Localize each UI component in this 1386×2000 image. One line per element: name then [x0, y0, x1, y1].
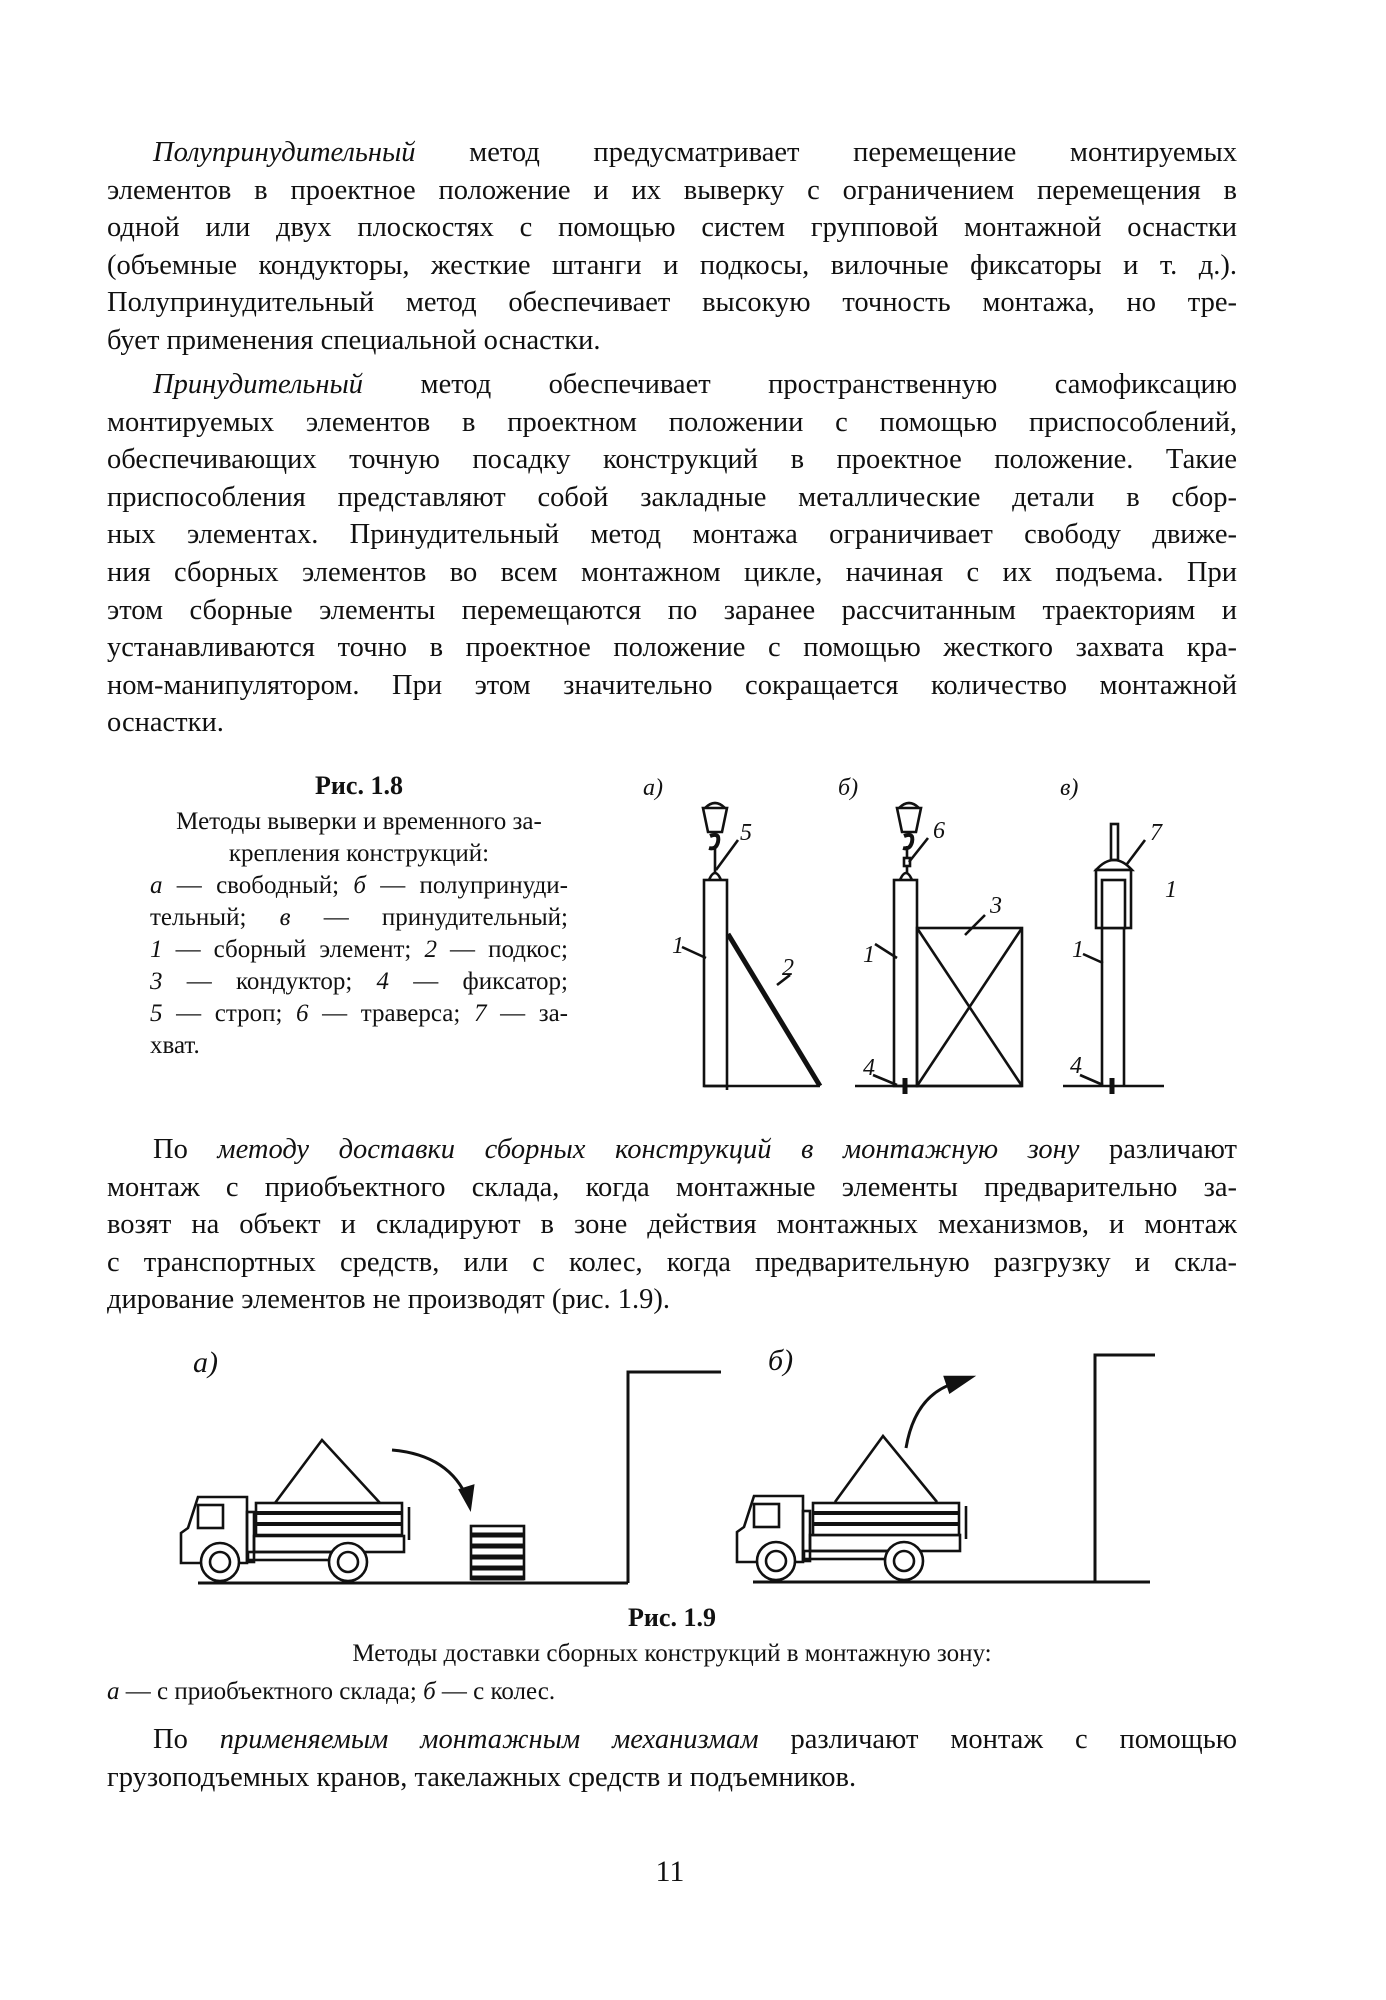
figure-1-9-drawing: [181, 1355, 1155, 1583]
text-line: монтируемых элементов в проектном положении с помощью приспособлений,: [107, 406, 1237, 438]
fig-1-8-label-1a: 1: [672, 933, 684, 959]
legend-line: а — свободный; б — полупринуди-: [150, 872, 568, 899]
text-line: По применяемым монтажным механизмам различают монтаж с помощью: [153, 1724, 1237, 1755]
caption-line: крепления конструкций:: [228, 840, 490, 867]
figure-1-9-legend: а — с приобъектного склада; б — с колес.: [107, 1678, 556, 1705]
legend-line: 3 — кондуктор; 4 — фиксатор;: [150, 968, 568, 995]
figure-1-9-panel-a: [181, 1372, 721, 1583]
figure-1-9-labels: [193, 1344, 793, 1379]
fig-1-8-label-6: 6: [933, 818, 945, 844]
fig-1-8-label-2: 2: [782, 955, 794, 981]
text-line: ном-манипулятором. При этом значительно сокращается количество монтажной: [107, 669, 1237, 701]
legend-line: тельный; в — принудительный;: [150, 904, 568, 931]
text-line: элементов в проектное положение и их выверку с ограничением перемещения в: [107, 174, 1237, 206]
fig-1-8-label-4b: 4: [863, 1055, 875, 1081]
text-line: этом сборные элементы перемещаются по заранее рассчитанным траекториям и: [107, 594, 1237, 626]
text-line: приспособления представляют собой закладные металлические детали в сбор-: [107, 481, 1237, 513]
text-line: Полупринудительный метод обеспечивает высокую точность монтажа, но тре-: [107, 287, 1237, 319]
fig-1-9-label-a: а): [193, 1346, 218, 1379]
text-line: Полупринудительный метод предусматривает перемещение монтируемых: [153, 137, 1237, 168]
legend-line: хват.: [150, 1032, 200, 1059]
fig-1-8-label-c: в): [1060, 775, 1079, 801]
fig-1-8-label-1b: 1: [863, 942, 875, 968]
figure-1-9-title: Рис. 1.9: [628, 1603, 716, 1632]
text-line: одной или двух плоскостях с помощью систем групповой монтажной оснастки: [107, 212, 1237, 244]
text-line: ния сборных элементов во всем монтажном цикле, начиная с их подъема. При: [107, 556, 1237, 588]
legend-line: 5 — строп; 6 — траверса; 7 — за-: [150, 1000, 569, 1027]
fig-1-8-label-b: б): [838, 775, 859, 801]
text-line: монтаж с приобъектного склада, когда монтажные элементы предварительно за-: [107, 1171, 1237, 1203]
figure-1-9-panel-b: [737, 1355, 1155, 1582]
fig-1-8-label-1c: 1: [1072, 937, 1084, 963]
fig-1-8-label-3: 3: [990, 893, 1002, 919]
figure-1-8-panel-b: [855, 803, 1022, 1094]
fig-1-8-label-4c: 4: [1070, 1053, 1082, 1079]
fig-1-8-label-5: 5: [740, 820, 752, 846]
figure-1-8-drawing: [682, 803, 1164, 1094]
page-number: 11: [655, 1855, 685, 1888]
text-line: бует применения специальной оснастки.: [107, 324, 601, 356]
figure-1-9-caption-text: Методы доставки сборных конструкций в монтажную зону:: [352, 1640, 992, 1667]
text-line: дирование элементов не производят (рис. 1.9).: [107, 1284, 671, 1316]
text-line: Принудительный метод обеспечивает пространственную самофиксацию: [153, 369, 1237, 400]
fig-1-8-label-a: а): [643, 775, 663, 801]
figure-1-8-panel-a: [682, 803, 820, 1090]
text-line: с транспортных средств, или с колес, когда предварительную разгрузку и скла-: [107, 1246, 1237, 1278]
fig-1-8-label-1c-top: 1: [1165, 877, 1177, 903]
fig-1-8-label-7: 7: [1150, 820, 1162, 846]
figure-1-8-title: Рис. 1.8: [315, 771, 403, 800]
text-line: оснастки.: [107, 707, 224, 739]
text-line: грузоподъемных кранов, такелажных средств и подъемников.: [107, 1761, 857, 1793]
text-line: (объемные кондукторы, жесткие штанги и подкосы, вилочные фиксаторы и т. д.).: [107, 249, 1237, 281]
caption-line: Методы выверки и временного за-: [176, 808, 542, 835]
fig-1-9-label-b: б): [768, 1344, 794, 1377]
text-line: возят на объект и складируют в зоне действия монтажных механизмов, и монтаж: [107, 1209, 1237, 1241]
text-line: обеспечивающих точную посадку конструкций в проектное положение. Такие: [107, 444, 1237, 476]
text-line: устанавливаются точно в проектное положение с помощью жесткого захвата кра-: [107, 632, 1237, 664]
text-line: ных элементах. Принудительный метод монтажа ограничивает свободу движе-: [107, 519, 1237, 551]
figure-1-9-caption: [107, 1602, 1237, 1708]
legend-line: 1 — сборный элемент; 2 — подкос;: [150, 936, 568, 963]
text-line: По методу доставки сборных конструкций в монтажную зону различают: [153, 1134, 1237, 1165]
